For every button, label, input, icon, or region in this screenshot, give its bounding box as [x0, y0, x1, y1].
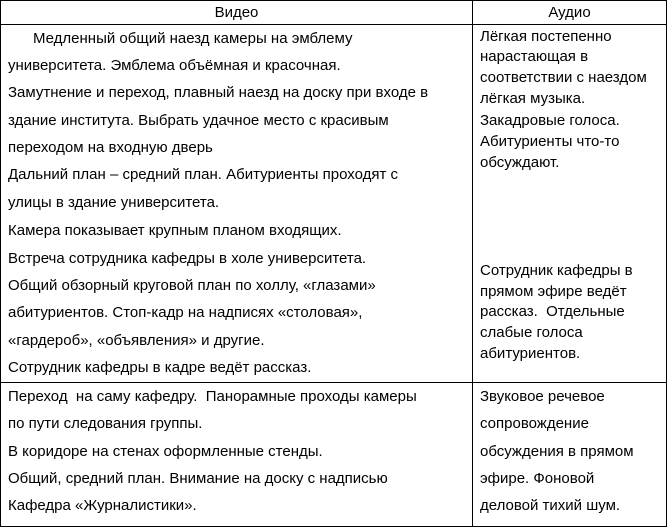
- row1-audio-line: Лёгкая постепенно: [480, 28, 612, 45]
- row1-audio-line: прямом эфире ведёт: [480, 283, 627, 300]
- row1-audio-line: Закадровые голоса.: [480, 112, 620, 129]
- row1-video-line: Сотрудник кафедры в кадре ведёт рассказ.: [8, 359, 312, 376]
- row1-audio-line: абитуриентов.: [480, 345, 581, 362]
- row1-audio-line: Сотрудник кафедры в: [480, 262, 633, 279]
- row2-video-line: Кафедра «Журналистики».: [8, 497, 197, 514]
- row1-audio-line: рассказ. Отдельные: [480, 303, 625, 320]
- row2-video-line: Общий, средний план. Внимание на доску с надписью: [8, 470, 388, 487]
- row1-video-line: Камера показывает крупным планом входящих.: [8, 222, 342, 239]
- column-divider: [472, 0, 473, 527]
- row2-audio-line: обсуждения в прямом: [480, 443, 634, 460]
- row2-audio-line: деловой тихий шум.: [480, 497, 621, 514]
- header-divider: [0, 24, 666, 25]
- row1-audio-line: слабые голоса: [480, 324, 583, 341]
- row1-video-line: университета. Эмблема объёмная и красочная.: [8, 57, 341, 74]
- row2-video-line: по пути следования группы.: [8, 415, 203, 432]
- row1-audio-line: соответствии с наездом: [480, 69, 647, 86]
- row1-video-line: улицы в здание университета.: [8, 194, 220, 211]
- row2-video-line: В коридоре на стенах оформленные стенды.: [8, 443, 323, 460]
- header-video: Видео: [214, 4, 259, 21]
- row1-video-line: Общий обзорный круговой план по холлу, «глазами»: [8, 277, 376, 294]
- row1-audio-line: обсуждают.: [480, 154, 560, 171]
- row1-video-line: абитуриентов. Стоп-кадр на надписях «столовая»,: [8, 304, 363, 321]
- row1-audio-line: лёгкая музыка.: [480, 90, 586, 107]
- row1-video-line: Дальний план – средний план. Абитуриенты проходят с: [8, 166, 399, 183]
- header-audio: Аудио: [548, 4, 591, 21]
- row2-audio-line: эфире. Фоновой: [480, 470, 595, 487]
- table-border-left: [0, 0, 1, 527]
- row1-video-line: Замутнение и переход, плавный наезд на доску при входе в: [8, 84, 429, 101]
- row1-video-line: «гардероб», «объявления» и другие.: [8, 332, 265, 349]
- row1-audio-line: Абитуриенты что-то: [480, 133, 620, 150]
- row1-video-line: Медленный общий наезд камеры на эмблему: [8, 30, 353, 47]
- row1-video-line: переходом на входную дверь: [8, 139, 213, 156]
- row2-audio-line: Звуковое речевое: [480, 388, 605, 405]
- row2-audio-line: сопровождение: [480, 415, 589, 432]
- row2-video-line: Переход на саму кафедру. Панорамные проходы камеры: [8, 388, 417, 405]
- row1-audio-line: нарастающая в: [480, 48, 589, 65]
- row1-video-line: здание института. Выбрать удачное место с красивым: [8, 112, 389, 129]
- row1-video-line: Встреча сотрудника кафедры в холе университета.: [8, 250, 367, 267]
- row-divider: [0, 382, 666, 383]
